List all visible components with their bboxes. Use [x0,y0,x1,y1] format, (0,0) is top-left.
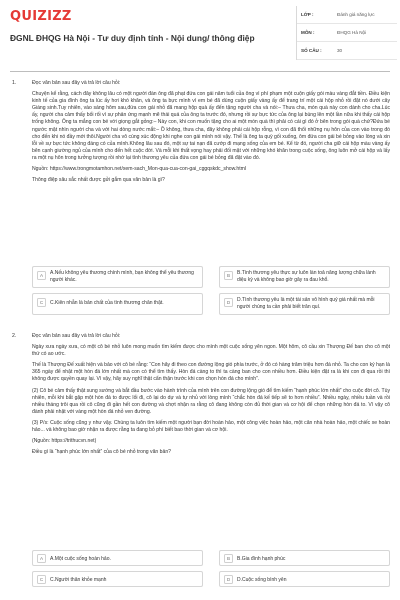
question-1 [10,80,390,330]
option-letter: D [224,298,233,307]
meta-row-subject [297,24,397,42]
option-text: D.Cuộc sống bình yên [237,576,287,583]
meta-key: SỐ CÂU : [301,48,322,53]
meta-row-class [297,6,397,24]
question-intro: Đọc văn bản sau đây và trả lời câu hỏi: [32,333,121,339]
question-body [32,333,390,456]
meta-key: LỚP : [301,12,314,17]
meta-value: 30 [337,48,343,53]
question-prompt: Điều gì là “hạnh phúc lớn nhất” của cô bé nhỏ trong văn bản? [32,449,171,456]
option-text: D.Tình thương yêu là một tài sản vô hình quý giá nhất mà mỗi người chúng ta cần phải biết trân quí. [237,297,375,310]
meta-key: MÔN : [301,30,315,35]
question-body [32,80,390,184]
option-d[interactable] [219,293,390,315]
passage-source: Nguồn: https://www.trongmotamhon.net/xem-sach_Mon-qua-cua-con-gai_cggqskdc_show.html [32,166,247,173]
passage-paragraph: Ngày xưa ngày xưa, có một cô bé nhỏ luôn mong muốn tìm kiếm được cho mình một cuộc sống yên ngon. Một hôm, cô cầu xin Thượng Đế ban cho cô một thứ có ao ước. [32,344,390,358]
option-b[interactable] [219,266,390,288]
worksheet-meta [296,6,396,60]
header-divider [10,71,390,72]
option-c[interactable] [32,571,203,587]
option-a[interactable] [32,550,203,566]
option-letter: A [37,271,46,280]
passage-paragraph: Thế là Thượng Đế xuất hiện và bảo với cô bé rằng: “Con hãy đi theo con đường lộng gió phía trước, ở đó có hàng trăm triệu hơn đá nhỏ. Ta cho con ký hạn là 365 ngày để nhặt một hòn đá lớn nhất mà con có thể tìm thấy. Hòn đá càng to thì ta càng ban cho con nhiều hơn. Điều kiện đặt ra là khi con đi qua rồi thì không được quyền quay lại. Vì vậy, hãy suy nghĩ thật cẩn thận trước khi con chọn hòn đá cho mình”. [32,362,390,383]
option-text: C.Kiên nhẫn là bản chất của tình thương chân thật. [50,300,164,306]
question-prompt: Thông điệp sâu sắc nhất được gửi gắm qua văn bản là gì? [32,177,165,184]
meta-row-count [297,42,397,60]
question-number: 1. [12,80,17,86]
question-number: 2. [12,333,17,339]
worksheet-header [0,0,400,66]
option-text: B.Tình thương yêu thực sự luôn làn toả năng lượng chữa lành diệu kỳ và không bao giờ gây ra đau khổ. [237,270,376,283]
option-letter: B [224,271,233,280]
option-text: A.Nếu không yêu thương chính mình, bạn không thể yêu thương người khác. [50,270,194,283]
option-a[interactable] [32,266,203,288]
option-text: B.Gia đình hạnh phúc [237,555,286,562]
option-letter: C [37,298,46,307]
option-letter: D [224,575,233,584]
meta-value: Đánh giá năng lực [337,12,375,17]
meta-value: ĐHQG Hà Nội [337,30,367,35]
question-2 [10,333,390,595]
option-c[interactable] [32,293,203,315]
passage-paragraph: (2) Cô bé cảm thấy thật sung sướng và bắt đầu bước vào hành trình của mình trên con đường lộng gió để tìm kiếm “hạnh phúc lớn nhất” cho cuộc đời cô. Tùy nhiên, mỗi khi bắt gặp một hòn đá to được lối đi, cô lại do dự và tự nhủ với lòng mình “chắc hòn đá kế tiếp sẽ to hơn nhiều”. Nhiều ngày, nhiều tuần và rồi nhiều tháng trôi qua rồi cô cũng đi gần hết con đường và chợt nhận ra rằng cô đang không còn đủ thời gian và cơ hội để chọn những hòn đá to. Vì vậy cô đành phải nhặt với vàng một hòn đá nhỏ ven đường. [32,387,390,415]
option-letter: C [37,575,46,584]
option-text: C.Người thân khỏe mạnh [50,576,107,583]
worksheet-title: ĐGNL ĐHQG Hà Nội - Tư duy định tính - Nội dung/ thông điệp [10,33,255,43]
passage-paragraph: Chuyện kể rằng, cách đây không lâu có một người đàn ông đã phạt đứa con gái năm tuổi của ông vì phí phạm một cuộn giấy gói màu vàng đắt tiền. Điều kiện kinh tế của gia đình ông ta lúc ấy hơi khó khăn, và ông ta bực mình vì em bé đã dùng cuộn giấy vàng ấy để trang trí một cái hộp nhỏ rồi đặt nó dưới cây Giáng sinh.Tuy nhiên, vào sáng hôm sau,đứa con gái nhỏ đã mang hộp quà ấy đến tặng người cha và nói:– Thưa cha, món quà này con dành cho cha.Lúc ấy, người cha cảm thấy bối rối vì sự phản ứng mạnh mẽ thái quá của ông ta trước đó, nhưng rồi sự bực tức của ông lại bùng lên một lần nữa khi thấy cái hộp trống không. Ông ta mắng con bé với giọng gắt gỏng:– Này con, khi con muốn tặng cho ai một món quà thì phải có cái gì đó ở bên trong gói quà chứ?Đứa bé ngước mặt nhìn người cha và với hai dòng nước mắt:– Ồ không, thưa cha, đây không phải cái hộp rỗng, vì con đã thổi những nụ hôn của con vào trong đó cho đến khi nó đầy mới thôi.Người cha vô cùng xúc động khi nghe con gái mình nói vậy. Thế là ông ta quỳ gối xuống, ôm đứa con gái bé bỏng vào lòng và xin lỗi về sự bực tức không đáng có của mình.Không lâu sau đó, một sự tai nạn đã cướp đi mạng sống của em bé. Kể từ đó, người cha giữ cái hộp màu vàng ấy bên cạnh giường ngủ của mình cho đến hết cuộc đời. Và mỗi khi thất vọng hay phải đối mặt với những khó khăn trong cuộc sống, ông luôn mở cái hộp và lấy ra một nụ hôn trong tưởng tượng rồi nhớ lại tình thương yêu của đứa con gái bé bỏng đã đặt vào đó. [32,91,390,161]
option-d[interactable] [219,571,390,587]
passage-paragraph: (3) P/s: Cuộc sống cũng y như vậy. Chúng ta luôn tìm kiếm một người bạn đời hoàn hảo, một công việc hoàn hảo, một căn nhà hoàn hảo, một chiếc xe hoàn hảo... và không bao giờ nhận ra được rằng ta đang bỏ phí biết bao thời gian và cơ hội. [32,419,390,434]
question-intro: Đọc văn bản sau đây và trả lời câu hỏi: [32,80,121,86]
passage-source: (Nguồn: https://trithucvn.net) [32,438,97,445]
option-b[interactable] [219,550,390,566]
option-letter: B [224,554,233,563]
option-letter: A [37,554,46,563]
option-text: A.Một cuộc sống hoàn hảo. [50,555,111,562]
quizizz-logo: QUIZIZZ [10,9,72,24]
